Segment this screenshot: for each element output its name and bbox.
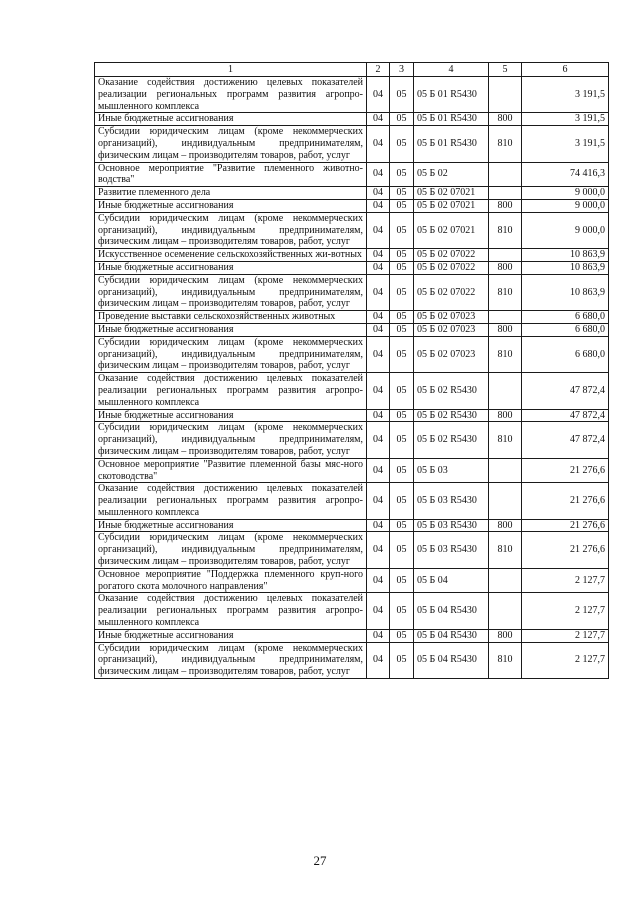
section-code: 04 xyxy=(367,212,390,248)
section-code: 04 xyxy=(367,409,390,422)
section-code: 04 xyxy=(367,249,390,262)
subsection-code: 05 xyxy=(390,212,414,248)
subsection-code: 05 xyxy=(390,458,414,483)
amount-value: 9 000,0 xyxy=(522,212,609,248)
amount-value: 9 000,0 xyxy=(522,187,609,200)
section-code: 04 xyxy=(367,323,390,336)
subsection-code: 05 xyxy=(390,532,414,568)
expense-type-code xyxy=(489,483,522,519)
table-row xyxy=(95,642,609,678)
target-item-code: 05 Б 02 07021 xyxy=(414,187,489,200)
expense-type-code xyxy=(489,187,522,200)
table-row xyxy=(95,77,609,113)
section-code: 04 xyxy=(367,519,390,532)
row-description: Иные бюджетные ассигнования xyxy=(95,199,367,212)
expense-type-code: 800 xyxy=(489,199,522,212)
table-row xyxy=(95,274,609,310)
subsection-code: 05 xyxy=(390,113,414,126)
header-cell-1: 1 xyxy=(95,63,367,77)
table-row xyxy=(95,323,609,336)
row-description: Иные бюджетные ассигнования xyxy=(95,323,367,336)
section-code: 04 xyxy=(367,642,390,678)
expense-type-code: 810 xyxy=(489,274,522,310)
table-header-row xyxy=(95,63,609,77)
row-description: Субсидии юридическим лицам (кроме некоммерческих организаций), индивидуальным предпринимателям, физическим лицам – производителям товаров, работ, услуг xyxy=(95,532,367,568)
row-description: Проведение выставки сельскохозяйственных животных xyxy=(95,311,367,324)
section-code: 04 xyxy=(367,568,390,593)
table-row xyxy=(95,483,609,519)
amount-value: 9 000,0 xyxy=(522,199,609,212)
subsection-code: 05 xyxy=(390,77,414,113)
row-description: Субсидии юридическим лицам (кроме некоммерческих организаций), индивидуальным предпринимателям, физическим лицам – производителям товаров, работ, услуг xyxy=(95,212,367,248)
target-item-code: 05 Б 02 07023 xyxy=(414,336,489,372)
subsection-code: 05 xyxy=(390,336,414,372)
subsection-code: 05 xyxy=(390,274,414,310)
table-row xyxy=(95,568,609,593)
expense-type-code: 800 xyxy=(489,261,522,274)
section-code: 04 xyxy=(367,261,390,274)
table-row xyxy=(95,212,609,248)
target-item-code: 05 Б 03 xyxy=(414,458,489,483)
table-row xyxy=(95,261,609,274)
target-item-code: 05 Б 02 07023 xyxy=(414,311,489,324)
amount-value: 6 680,0 xyxy=(522,323,609,336)
expense-type-code: 810 xyxy=(489,336,522,372)
row-description: Оказание содействия достижению целевых показателей реализации региональных программ развития агропро-мышленного комплекса xyxy=(95,483,367,519)
amount-value: 74 416,3 xyxy=(522,162,609,187)
expense-type-code: 800 xyxy=(489,519,522,532)
target-item-code: 05 Б 03 R5430 xyxy=(414,532,489,568)
row-description: Основное мероприятие "Развитие племенного животно-водства" xyxy=(95,162,367,187)
expense-type-code xyxy=(489,593,522,629)
table-row xyxy=(95,113,609,126)
expense-type-code: 810 xyxy=(489,642,522,678)
amount-value: 2 127,7 xyxy=(522,629,609,642)
section-code: 04 xyxy=(367,274,390,310)
target-item-code: 05 Б 02 07021 xyxy=(414,212,489,248)
section-code: 04 xyxy=(367,373,390,409)
subsection-code: 05 xyxy=(390,199,414,212)
table-row xyxy=(95,336,609,372)
table-row xyxy=(95,162,609,187)
amount-value: 3 191,5 xyxy=(522,113,609,126)
row-description: Основное мероприятие "Развитие племенной базы мяс-ного скотоводства" xyxy=(95,458,367,483)
amount-value: 21 276,6 xyxy=(522,519,609,532)
expense-type-code xyxy=(489,458,522,483)
expense-type-code xyxy=(489,77,522,113)
target-item-code: 05 Б 02 07021 xyxy=(414,199,489,212)
target-item-code: 05 Б 01 R5430 xyxy=(414,126,489,162)
subsection-code: 05 xyxy=(390,187,414,200)
section-code: 04 xyxy=(367,113,390,126)
subsection-code: 05 xyxy=(390,126,414,162)
subsection-code: 05 xyxy=(390,409,414,422)
amount-value: 6 680,0 xyxy=(522,311,609,324)
target-item-code: 05 Б 03 R5430 xyxy=(414,483,489,519)
row-description: Иные бюджетные ассигнования xyxy=(95,113,367,126)
subsection-code: 05 xyxy=(390,642,414,678)
row-description: Оказание содействия достижению целевых показателей реализации региональных программ развития агропро-мышленного комплекса xyxy=(95,373,367,409)
table-row xyxy=(95,409,609,422)
target-item-code: 05 Б 01 R5430 xyxy=(414,113,489,126)
table-row xyxy=(95,187,609,200)
expense-type-code xyxy=(489,311,522,324)
section-code: 04 xyxy=(367,77,390,113)
row-description: Иные бюджетные ассигнования xyxy=(95,519,367,532)
budget-table xyxy=(94,62,609,679)
amount-value: 6 680,0 xyxy=(522,336,609,372)
expense-type-code: 800 xyxy=(489,113,522,126)
subsection-code: 05 xyxy=(390,311,414,324)
row-description: Субсидии юридическим лицам (кроме некоммерческих организаций), индивидуальным предпринимателям, физическим лицам – производителям товаров, работ, услуг xyxy=(95,274,367,310)
subsection-code: 05 xyxy=(390,323,414,336)
row-description: Субсидии юридическим лицам (кроме некоммерческих организаций), индивидуальным предпринимателям, физическим лицам – производителям товаров, работ, услуг xyxy=(95,126,367,162)
subsection-code: 05 xyxy=(390,261,414,274)
section-code: 04 xyxy=(367,422,390,458)
row-description: Искусственное осеменение сельскохозяйственных жи-вотных xyxy=(95,249,367,262)
section-code: 04 xyxy=(367,187,390,200)
target-item-code: 05 Б 04 R5430 xyxy=(414,642,489,678)
header-cell-5: 5 xyxy=(489,63,522,77)
table-row xyxy=(95,458,609,483)
expense-type-code: 810 xyxy=(489,422,522,458)
table-row xyxy=(95,532,609,568)
amount-value: 2 127,7 xyxy=(522,642,609,678)
amount-value: 10 863,9 xyxy=(522,274,609,310)
page-number: 27 xyxy=(313,853,327,868)
subsection-code: 05 xyxy=(390,568,414,593)
subsection-code: 05 xyxy=(390,519,414,532)
target-item-code: 05 Б 03 R5430 xyxy=(414,519,489,532)
section-code: 04 xyxy=(367,629,390,642)
section-code: 04 xyxy=(367,593,390,629)
expense-type-code xyxy=(489,373,522,409)
target-item-code: 05 Б 02 xyxy=(414,162,489,187)
subsection-code: 05 xyxy=(390,483,414,519)
amount-value: 3 191,5 xyxy=(522,126,609,162)
target-item-code: 05 Б 04 xyxy=(414,568,489,593)
section-code: 04 xyxy=(367,311,390,324)
table-row xyxy=(95,373,609,409)
subsection-code: 05 xyxy=(390,593,414,629)
table-row xyxy=(95,593,609,629)
amount-value: 10 863,9 xyxy=(522,249,609,262)
row-description: Иные бюджетные ассигнования xyxy=(95,409,367,422)
section-code: 04 xyxy=(367,532,390,568)
section-code: 04 xyxy=(367,126,390,162)
target-item-code: 05 Б 02 R5430 xyxy=(414,409,489,422)
expense-type-code: 800 xyxy=(489,629,522,642)
row-description: Субсидии юридическим лицам (кроме некоммерческих организаций), индивидуальным предпринимателям, физическим лицам – производителям товаров, работ, услуг xyxy=(95,422,367,458)
target-item-code: 05 Б 02 07023 xyxy=(414,323,489,336)
amount-value: 47 872,4 xyxy=(522,373,609,409)
table-row xyxy=(95,126,609,162)
table-row xyxy=(95,249,609,262)
row-description: Оказание содействия достижению целевых показателей реализации региональных программ развития агропро-мышленного комплекса xyxy=(95,77,367,113)
target-item-code: 05 Б 02 07022 xyxy=(414,249,489,262)
table-row xyxy=(95,311,609,324)
header-cell-2: 2 xyxy=(367,63,390,77)
row-description: Субсидии юридическим лицам (кроме некоммерческих организаций), индивидуальным предпринимателям, физическим лицам – производителям товаров, работ, услуг xyxy=(95,642,367,678)
subsection-code: 05 xyxy=(390,629,414,642)
section-code: 04 xyxy=(367,162,390,187)
amount-value: 3 191,5 xyxy=(522,77,609,113)
target-item-code: 05 Б 02 R5430 xyxy=(414,422,489,458)
expense-type-code: 810 xyxy=(489,212,522,248)
table-row xyxy=(95,422,609,458)
subsection-code: 05 xyxy=(390,373,414,409)
target-item-code: 05 Б 04 R5430 xyxy=(414,593,489,629)
header-cell-4: 4 xyxy=(414,63,489,77)
header-cell-3: 3 xyxy=(390,63,414,77)
target-item-code: 05 Б 02 R5430 xyxy=(414,373,489,409)
target-item-code: 05 Б 02 07022 xyxy=(414,261,489,274)
section-code: 04 xyxy=(367,483,390,519)
expense-type-code: 810 xyxy=(489,126,522,162)
amount-value: 47 872,4 xyxy=(522,409,609,422)
target-item-code: 05 Б 04 R5430 xyxy=(414,629,489,642)
row-description: Субсидии юридическим лицам (кроме некоммерческих организаций), индивидуальным предпринимателям, физическим лицам – производителям товаров, работ, услуг xyxy=(95,336,367,372)
expense-type-code xyxy=(489,162,522,187)
amount-value: 21 276,6 xyxy=(522,458,609,483)
row-description: Основное мероприятие "Поддержка племенного круп-ного рогатого скота молочного направления" xyxy=(95,568,367,593)
expense-type-code: 800 xyxy=(489,409,522,422)
amount-value: 2 127,7 xyxy=(522,568,609,593)
expense-type-code xyxy=(489,568,522,593)
row-description: Оказание содействия достижению целевых показателей реализации региональных программ развития агропро-мышленного комплекса xyxy=(95,593,367,629)
expense-type-code: 800 xyxy=(489,323,522,336)
amount-value: 2 127,7 xyxy=(522,593,609,629)
target-item-code: 05 Б 02 07022 xyxy=(414,274,489,310)
subsection-code: 05 xyxy=(390,422,414,458)
amount-value: 21 276,6 xyxy=(522,483,609,519)
expense-type-code: 810 xyxy=(489,532,522,568)
row-description: Иные бюджетные ассигнования xyxy=(95,629,367,642)
amount-value: 21 276,6 xyxy=(522,532,609,568)
section-code: 04 xyxy=(367,336,390,372)
section-code: 04 xyxy=(367,199,390,212)
row-description: Развитие племенного дела xyxy=(95,187,367,200)
amount-value: 10 863,9 xyxy=(522,261,609,274)
table-row xyxy=(95,519,609,532)
expense-type-code xyxy=(489,249,522,262)
table-row xyxy=(95,629,609,642)
subsection-code: 05 xyxy=(390,162,414,187)
target-item-code: 05 Б 01 R5430 xyxy=(414,77,489,113)
row-description: Иные бюджетные ассигнования xyxy=(95,261,367,274)
header-cell-6: 6 xyxy=(522,63,609,77)
section-code: 04 xyxy=(367,458,390,483)
amount-value: 47 872,4 xyxy=(522,422,609,458)
subsection-code: 05 xyxy=(390,249,414,262)
table-row xyxy=(95,199,609,212)
